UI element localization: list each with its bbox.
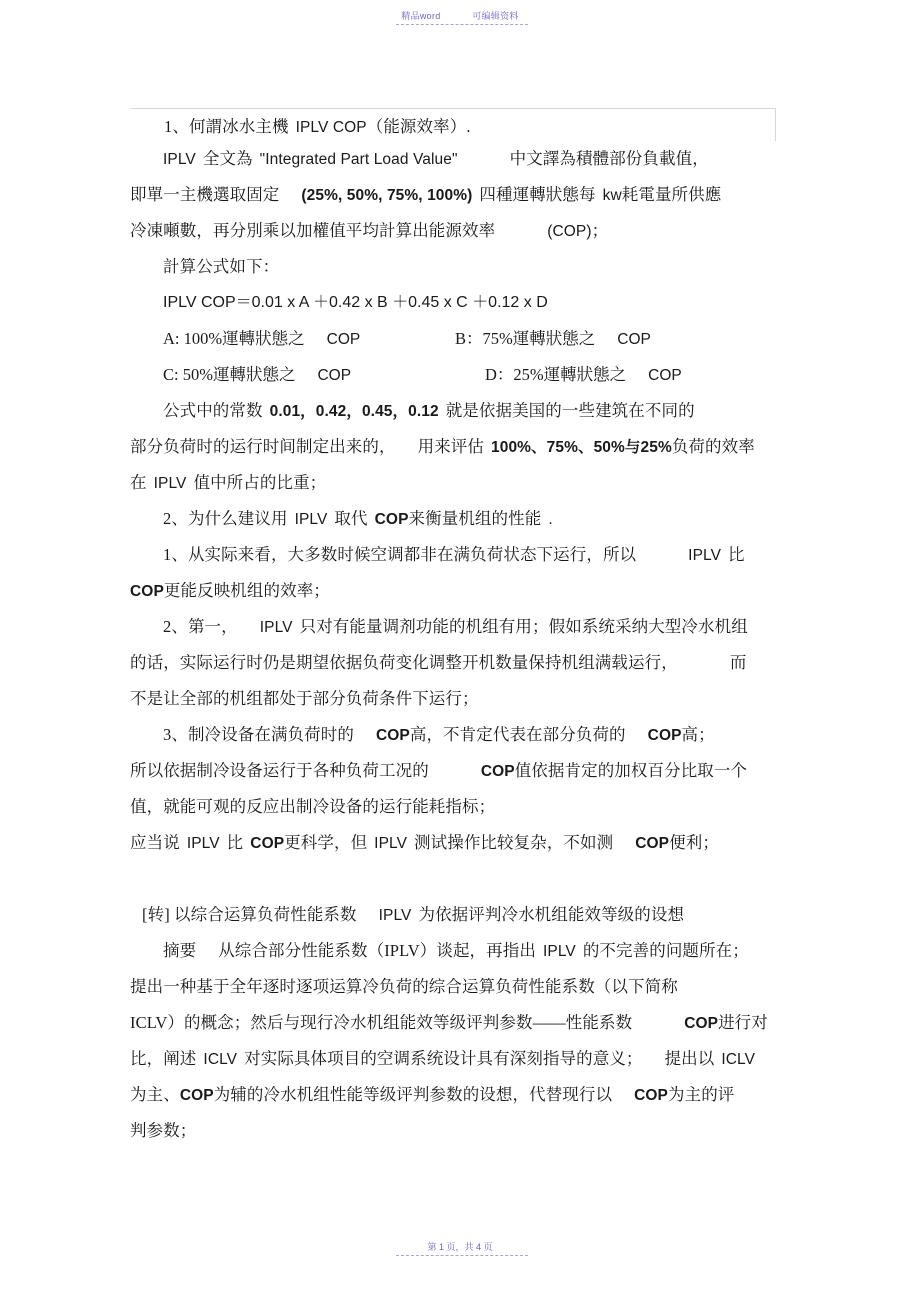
section2-item2-line1-head: 2、第一，: [163, 617, 238, 636]
section2-item2-line3: 不是让全部的机组都处于部分负荷条件下运行；: [130, 689, 479, 708]
legend-row-cd: [130, 357, 790, 393]
section3-abstract-line1: [130, 933, 790, 969]
section2-item3-line2-head: 所以依据制冷设备运行于各种负荷工况的: [130, 761, 429, 780]
legend-row-ab: [130, 321, 790, 357]
section2-heading-tail: 来衡量机组的性能: [408, 509, 542, 528]
section2-item2-line2: [130, 645, 790, 681]
section1-para2-line3-head: 在: [130, 473, 147, 492]
section3-abstract-line5-head: 为主、: [130, 1085, 180, 1104]
legend-item-a: [163, 321, 360, 358]
section3-abstract-line3-head: ICLV）的概念；然后与现行冷水机组能效等级评判参数——性能系数: [130, 1013, 633, 1032]
legend-item-c: [163, 357, 351, 394]
section3-abstract-line4: [130, 1041, 790, 1077]
section1-para1-line1: [130, 141, 790, 177]
kw-unit: kw: [602, 187, 622, 204]
section2-item3-line1: [130, 717, 790, 753]
section1-heading-box: [130, 108, 776, 141]
section2-conclusion-d: 测试操作比较复杂，不如测: [414, 833, 614, 852]
section3-title-head: [转] 以综合运算负荷性能系数: [142, 905, 357, 924]
section2-item3-line2: [130, 753, 790, 789]
paragraph-gap: [130, 861, 790, 897]
section1-para1-line3-head: 冷凍噸數，再分別乘以加權值平均計算出能源效率: [130, 221, 496, 240]
load-percent-set: (25%, 50%, 75%, 100%): [301, 187, 473, 204]
section1-para2-line2-head: 部分负荷时的运行时间制定出来的，: [130, 437, 396, 456]
section2-item2-line1: [130, 609, 790, 645]
section1-para2-line1-tail: 就是依据美国的一些建筑在不同的: [445, 401, 695, 420]
section2-item3-cop3: COP: [480, 763, 515, 780]
section2-conclusion-iplv2: IPLV: [374, 835, 408, 852]
section3-abstract-iplv: IPLV: [542, 943, 576, 960]
section1-para1-line2-tail: 耗電量所供應: [621, 185, 722, 204]
section3-abstract-line6: 判参数；: [130, 1121, 197, 1140]
section2-item1-line2: [130, 573, 790, 609]
section2-item2-line2-tail: 而: [729, 653, 747, 672]
section1-para2-line1-head: 公式中的常数: [163, 401, 263, 420]
section2-item3-line1-tail: 高；: [681, 725, 715, 744]
legend-item-a-cop: COP: [326, 331, 361, 348]
page-watermark: [0, 9, 920, 22]
section2-heading: [130, 501, 790, 537]
section1-heading-text: 1、何謂冰水主機: [164, 117, 289, 136]
iplv-term: IPLV: [163, 151, 196, 168]
document-body: [130, 108, 790, 1149]
section1-para1-line2-mid: 四種運轉狀態每: [479, 185, 596, 204]
watermark-left-text: 精品word: [401, 11, 441, 21]
section2-item1-line2-tail: 更能反映机组的效率；: [163, 581, 330, 600]
section3-title: [130, 897, 790, 933]
section3-title-tail: 为依据评判冷水机组能效等级的设想: [418, 905, 685, 924]
legend-item-b-label: B：75%運轉狀態之: [455, 329, 596, 348]
section2-item3-cop2: COP: [647, 727, 682, 744]
section2-item3-cop1: COP: [375, 727, 410, 744]
section3-abstract-line4-c: 提出以: [664, 1049, 715, 1068]
section1-para2-line3: [130, 465, 790, 501]
watermark-right-text: 可编辑资料: [472, 11, 519, 21]
cop-term: (COP): [547, 223, 592, 240]
section1-para2-line2: [130, 429, 790, 465]
section1-para1-line1-tail: 中文譯為積體部份負載值，: [509, 149, 709, 168]
weighting-constants: 0.01，0.42，0.45，0.12: [269, 403, 439, 420]
section3-abstract-line3-tail: 进行对: [718, 1013, 768, 1032]
section1-para1-line3-tail: ；: [591, 221, 609, 240]
page-footer: 第 1 页，共 4 页: [427, 1242, 493, 1252]
section2-heading-head: 2、为什么建议用: [163, 509, 288, 528]
legend-item-b: [455, 321, 651, 358]
legend-item-a-label: A: 100%運轉狀態之: [163, 329, 305, 348]
section1-para2-line1: [130, 393, 790, 429]
section2-heading-cop: COP: [374, 511, 409, 528]
section2-item1-line1-tail: 比: [728, 545, 745, 564]
section2-conclusion-iplv1: IPLV: [186, 835, 220, 852]
section2-heading-iplv: IPLV: [294, 511, 328, 528]
section2-item3-line3: 值，就能可观的反应出制冷设备的运行能耗指标；: [130, 797, 496, 816]
section3-abstract-cop1: COP: [684, 1015, 719, 1032]
section3-abstract-line3: [130, 1005, 790, 1041]
section1-heading-paren: （能源效率）.: [366, 117, 471, 136]
section2-heading-mid: 取代: [334, 509, 368, 528]
section2-item3-line1-mid: 高，不肯定代表在部分负荷的: [409, 725, 626, 744]
section3-abstract-iclv1: ICLV: [203, 1051, 238, 1068]
abstract-label: 摘要: [163, 941, 197, 960]
section2-item1-iplv: IPLV: [688, 547, 722, 564]
section2-item1-line1: [130, 537, 790, 573]
section2-item2-iplv: IPLV: [259, 619, 293, 636]
watermark-divider: [396, 24, 528, 25]
section3-abstract-line2: 提出一种基于全年逐时逐项运算冷负荷的综合运算负荷性能系数（以下简称: [130, 977, 678, 996]
section1-para1-line2: [130, 177, 790, 213]
section3-abstract-line5-mid: 为辅的冷水机组性能等级评判参数的设想，代替现行以: [213, 1085, 613, 1104]
section1-heading-term: IPLV COP: [295, 119, 367, 136]
section2-item2-line2-head: 的话，实际运行时仍是期望依据负荷变化调整开机数量保持机组满载运行，: [130, 653, 678, 672]
section2-conclusion-b: 比: [226, 833, 244, 852]
section2-item2-line1-tail: 只对有能量调剂功能的机组有用；假如系统采纳大型冷水机组: [299, 617, 748, 636]
load-percent-list: 100%、75%、50%与25%: [491, 439, 672, 456]
formula-intro: 計算公式如下：: [163, 257, 280, 276]
section2-conclusion: [130, 825, 790, 861]
section2-conclusion-cop1: COP: [250, 835, 285, 852]
footer-divider: [396, 1255, 528, 1256]
section3-abstract-line4-mid: 对实际具体项目的空调系统设计具有深刻指导的意义；: [244, 1049, 643, 1068]
section1-para1-line2-head: 即單一主機選取固定: [130, 185, 280, 204]
section2-heading-dot: .: [548, 511, 553, 528]
section2-item1-cop: COP: [130, 583, 164, 600]
section3-abstract-cop3: COP: [634, 1087, 668, 1104]
section3-abstract-line1-mid: 从综合部分性能系数（IPLV）谈起，再指出: [218, 941, 536, 960]
section2-conclusion-head: 应当说: [130, 833, 180, 852]
section2-conclusion-c: 更科学，但: [284, 833, 368, 852]
section2-conclusion-cop2: COP: [635, 835, 670, 852]
section3-abstract-cop2: COP: [179, 1087, 214, 1104]
section1-para2-line2-mid: 用来评估: [417, 437, 485, 456]
legend-item-d-label: D：25%運轉狀態之: [485, 365, 627, 384]
section3-abstract-iclv2: ICLV: [721, 1051, 756, 1068]
section2-item3-line2-tail: 值依据肯定的加权百分比取一个: [514, 761, 748, 780]
section1-para2-line3-tail: 值中所占的比重；: [193, 473, 327, 492]
section1-heading: [131, 109, 775, 145]
section2-item1-line1-head: 1、从实际来看，大多数时候空调都非在满负荷状态下运行，所以: [163, 545, 637, 564]
section1-para1-line1-text: 全文為: [202, 149, 253, 168]
section3-abstract-line4-head: 比，阐述: [130, 1049, 197, 1068]
legend-item-c-label: C: 50%運轉狀態之: [163, 365, 296, 384]
legend-item-d: [485, 357, 682, 394]
section2-conclusion-e: 便利；: [669, 833, 719, 852]
section2-item3-line1-head: 3、制冷设备在满负荷时的: [163, 725, 354, 744]
section3-abstract-line5: [130, 1077, 790, 1113]
section1-para1-line3: [130, 213, 790, 249]
section3-abstract-line5-tail: 为主的评: [668, 1085, 735, 1104]
iplv-cop-formula: IPLV COP＝0.01 x A ＋0.42 x B ＋0.45 x C ＋0.12 x D: [163, 294, 548, 311]
legend-item-d-cop: COP: [648, 367, 682, 384]
section3-title-iplv: IPLV: [378, 907, 412, 924]
section3-abstract-line1-tail: 的不完善的问题所在；: [582, 941, 749, 960]
iplv-fullname-quote: "Integrated Part Load Value": [259, 151, 458, 168]
section1-para2-line2-tail: 负荷的效率: [671, 437, 755, 456]
iplv-term-ref: IPLV: [153, 475, 187, 492]
legend-item-c-cop: COP: [317, 367, 352, 384]
legend-item-b-cop: COP: [617, 331, 651, 348]
